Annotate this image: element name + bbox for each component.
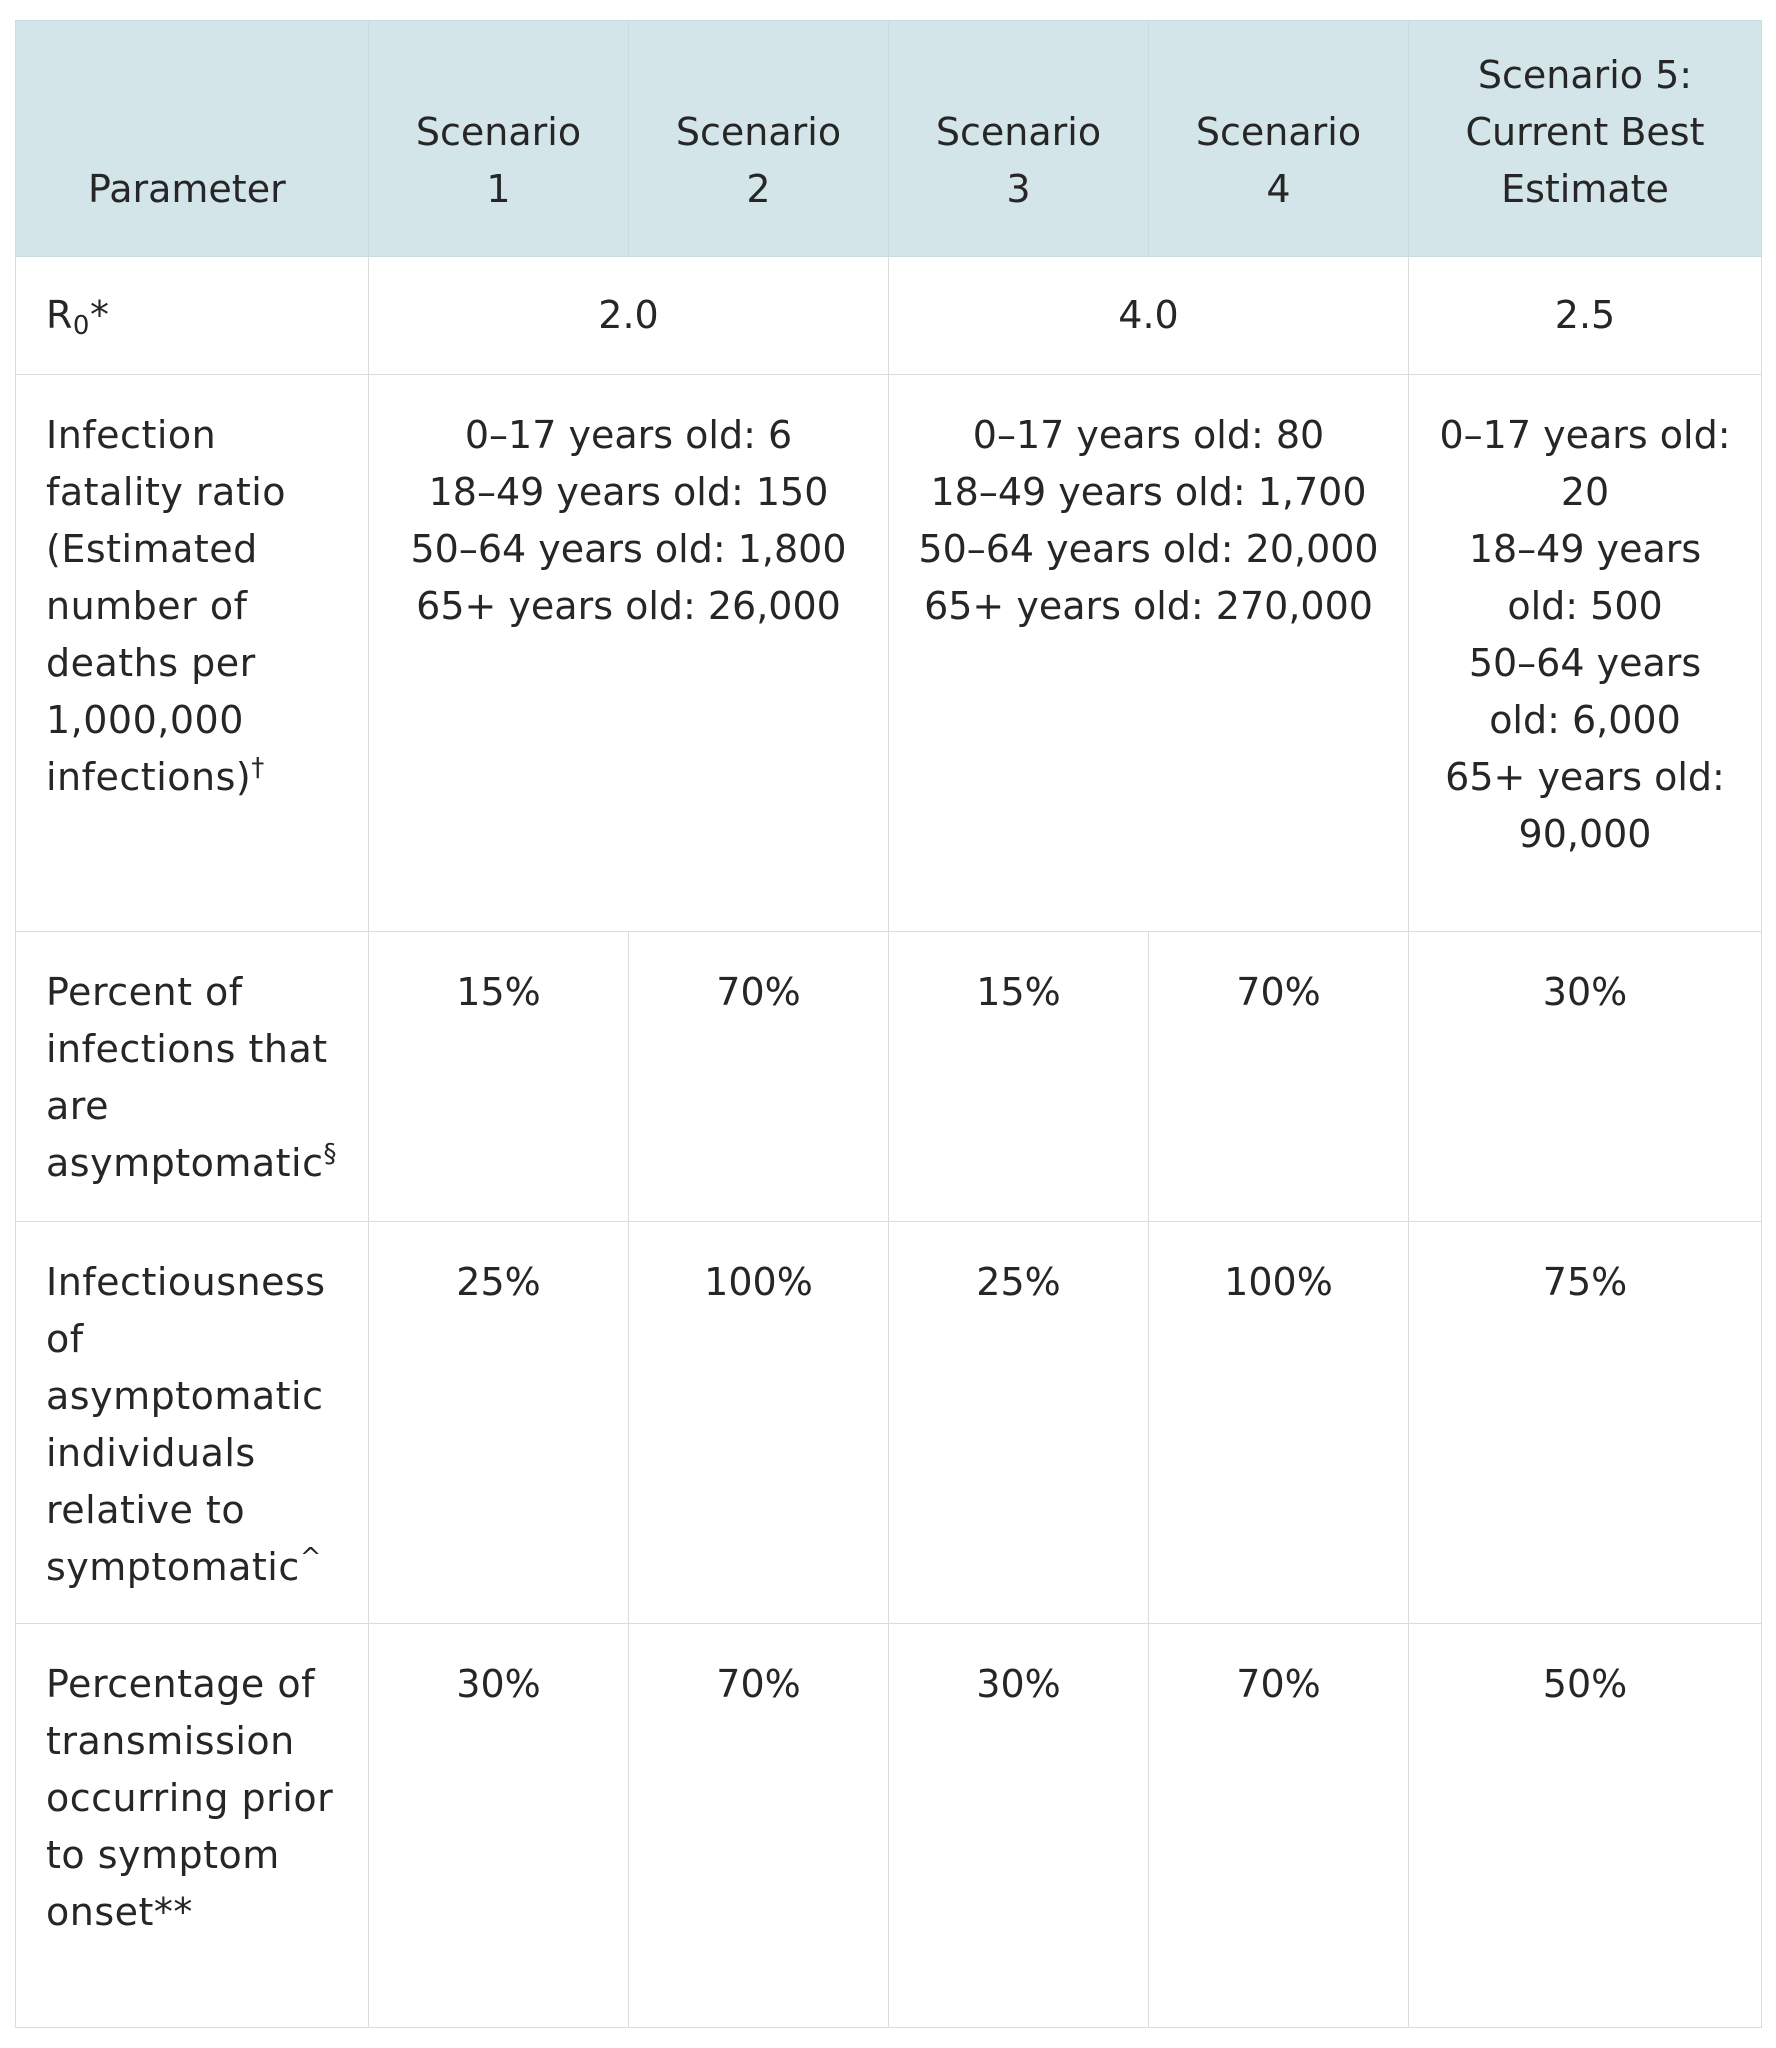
table-row-infection-fatality-ratio [16,375,1762,932]
header-scenario-5-line-1: Scenario 5: [1477,53,1693,97]
header-scenario-2 [629,21,889,257]
presymptomatic-scenario-5: 50% [1409,1624,1762,2028]
asymptomatic-footnote-mark: § [323,1139,338,1169]
ifr-s34-line-2: 18–49 years old: 1,700 [930,470,1367,514]
asymptomatic-scenario-5: 30% [1409,932,1762,1222]
asymptomatic-scenario-4: 70% [1149,932,1409,1222]
ifr-footnote-mark: † [251,753,265,783]
header-scenario-4-line-2: 4 [1266,167,1291,211]
ifr-s34-line-4: 65+ years old: 270,000 [924,584,1373,628]
infectiousness-scenario-1: 25% [369,1222,629,1624]
header-scenario-4-line-1: Scenario [1195,110,1362,154]
table-row-asymptomatic [16,932,1762,1222]
table-row-infectiousness [16,1222,1762,1624]
r0-scenarios-1-2: 2.0 [369,257,889,375]
ifr-label-text: Infection fatality ratio (Estimated number of deaths per 1,000,000 infections) [46,413,287,799]
r0-footnote-mark: * [89,293,110,337]
ifr-s5-line-2: 20 [1560,470,1610,514]
r0-scenario-5: 2.5 [1409,257,1762,375]
asymptomatic-scenario-1: 15% [369,932,629,1222]
r0-label-subscript: 0 [72,311,90,341]
presymptomatic-scenario-2: 70% [629,1624,889,2028]
table-row-presymptomatic-transmission [16,1624,1762,2028]
ifr-scenarios-3-4 [889,375,1409,932]
ifr-s12-line-2: 18–49 years old: 150 [428,470,829,514]
header-scenario-1 [369,21,629,257]
row-label-asymptomatic [16,932,369,1222]
ifr-s5-line-8: 90,000 [1518,812,1652,856]
scenario-parameters-table [15,20,1762,2028]
row-label-r0 [16,257,369,375]
header-scenario-5-line-2: Current Best [1465,110,1705,154]
row-label-infection-fatality-ratio [16,375,369,932]
ifr-s12-line-1: 0–17 years old: 6 [464,413,793,457]
asymptomatic-scenario-3: 15% [889,932,1149,1222]
presymptomatic-scenario-3: 30% [889,1624,1149,2028]
header-scenario-3 [889,21,1149,257]
asymptomatic-label-text: Percent of infections that are asymptomatic [46,970,328,1185]
ifr-scenarios-1-2 [369,375,889,932]
header-scenario-5-line-3: Estimate [1501,167,1669,211]
presymptomatic-scenario-4: 70% [1149,1624,1409,2028]
header-row [16,21,1762,257]
presymptomatic-footnote-mark: ** [153,1890,193,1934]
ifr-s5-line-1: 0–17 years old: [1439,413,1731,457]
infectiousness-scenario-2: 100% [629,1222,889,1624]
header-scenario-3-line-2: 3 [1006,167,1031,211]
infectiousness-label-text: Infectiousness of asymptomatic individuals relative to symptomatic [46,1260,326,1589]
infectiousness-scenario-5: 75% [1409,1222,1762,1624]
header-scenario-4 [1149,21,1409,257]
header-parameter: Parameter [16,21,369,257]
ifr-s5-line-5: 50–64 years [1468,641,1702,685]
infectiousness-scenario-4: 100% [1149,1222,1409,1624]
row-label-presymptomatic-transmission [16,1624,369,2028]
header-scenario-2-line-2: 2 [746,167,771,211]
ifr-s34-line-1: 0–17 years old: 80 [972,413,1325,457]
ifr-s34-line-3: 50–64 years old: 20,000 [918,527,1379,571]
ifr-s5-line-3: 18–49 years [1468,527,1702,571]
ifr-s5-line-4: old: 500 [1507,584,1663,628]
ifr-s5-line-7: 65+ years old: [1445,755,1725,799]
ifr-s12-line-3: 50–64 years old: 1,800 [410,527,847,571]
ifr-s5-line-6: old: 6,000 [1489,698,1681,742]
r0-label-main: R [46,293,73,337]
ifr-s12-line-4: 65+ years old: 26,000 [416,584,841,628]
row-label-infectiousness [16,1222,369,1624]
r0-scenarios-3-4: 4.0 [889,257,1409,375]
infectiousness-scenario-3: 25% [889,1222,1149,1624]
ifr-scenario-5 [1409,375,1762,932]
header-scenario-1-line-2: 1 [486,167,511,211]
header-scenario-3-line-1: Scenario [935,110,1102,154]
presymptomatic-label-text: Percentage of transmission occurring prior to symptom onset [46,1662,334,1934]
header-scenario-1-line-1: Scenario [415,110,582,154]
header-scenario-5 [1409,21,1762,257]
infectiousness-footnote-mark: ^ [299,1543,323,1573]
asymptomatic-scenario-2: 70% [629,932,889,1222]
presymptomatic-scenario-1: 30% [369,1624,629,2028]
header-scenario-2-line-1: Scenario [675,110,842,154]
table-row-r0 [16,257,1762,375]
scenario-table-container [15,20,1761,2028]
